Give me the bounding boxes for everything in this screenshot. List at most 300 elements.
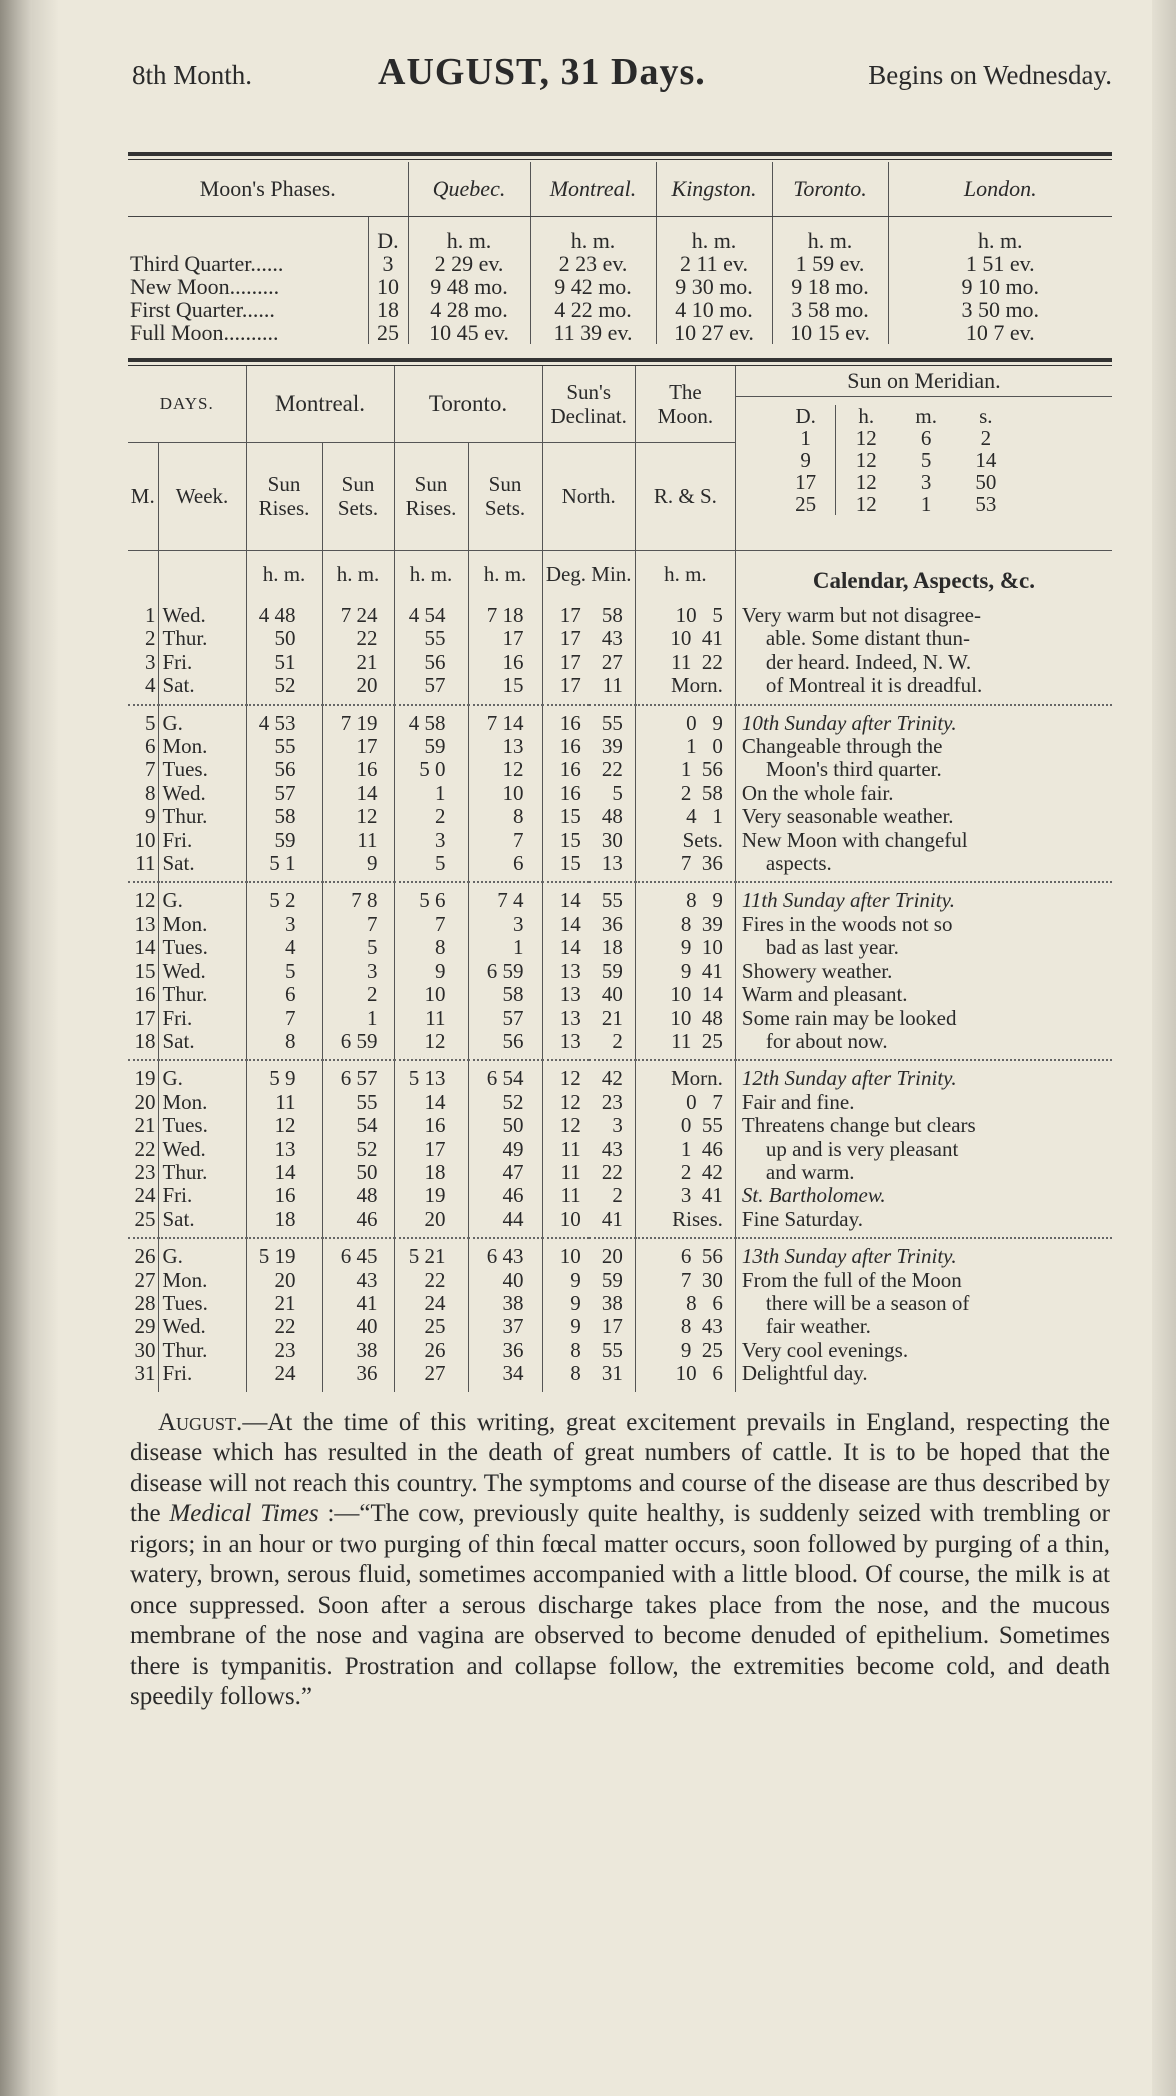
toronto-sunset: 52 [502,1089,524,1114]
day-of-month: 31 [134,1361,156,1386]
moon-rise-set-col [635,706,735,883]
calendar-note: On the whole fair. [741,780,894,805]
declination-deg: 10 [559,1206,581,1231]
hm-unit: h. m. [394,550,468,598]
toronto-sunset: 6 43 [486,1244,524,1269]
calendar-notes [735,706,1112,883]
montreal-sunrise: 5 1 [269,851,296,876]
calendar-note: 13th Sunday after Trinity. [741,1244,957,1269]
london-times: h. m. 1 51 ev. 9 10 mo. 3 50 mo. 10 7 ev. [888,217,1112,345]
montreal-sunset: 7 8 [351,888,378,913]
montreal-sunrise-col [246,706,322,883]
moon-rise-set: 10 5 [675,603,723,627]
page-edge [1152,0,1176,2096]
moon-rise-set: 1 56 [680,757,723,782]
page-gutter [32,0,58,2096]
toronto-sunrise-col [394,598,468,705]
quebec-times: h. m. 2 29 ev. 9 48 mo. 4 28 mo. 10 45 ev. [408,217,530,345]
declination-deg: 13 [559,958,581,983]
toronto-sunrise-col [394,1239,468,1391]
moon-rise-set-col [635,883,735,1060]
declination-min: 48 [601,804,623,829]
declination-min: 27 [601,649,623,674]
daily-table [128,366,1112,1392]
montreal-sunset: 14 [356,780,378,805]
declination-min: 2 [612,1183,623,1208]
moon-rise-set: 8 43 [680,1314,723,1339]
calendar-note: Fires in the woods not so [741,911,953,936]
day-of-week: G. [162,710,183,735]
montreal-sunset: 12 [356,804,378,829]
declination-deg: 9 [570,1290,581,1315]
almanac-page [128,40,1112,1713]
calendar-note: there will be a season of [765,1290,970,1315]
day-of-month-col [128,706,158,883]
toronto-sunrise: 5 [435,851,446,876]
declination-deg: 16 [559,780,581,805]
day-of-week: G. [162,888,183,913]
declination-min: 40 [601,982,623,1007]
declination-deg: 16 [559,710,581,735]
calendar-note: Showery weather. [741,958,893,983]
declination-min: 20 [601,1244,623,1269]
day-of-week: Thur. [162,626,208,651]
col-north: North. [542,442,635,550]
toronto-sunrise: 56 [424,649,446,674]
toronto-sunset: 38 [502,1290,524,1315]
moon-rise-set: 1 46 [680,1136,723,1161]
calendar-notes [735,883,1112,1060]
day-of-week: Tues. [162,757,208,782]
note-text-1: —At the time of this writing, great excitement prevails in England, respecting the disease which has resulted in the death of great numbers of cattle. It is to be hoped that the disease will not reach this country. The symptoms and course of the disease are thus described by the [130,1408,1110,1528]
montreal-sunset: 11 [357,827,378,852]
montreal-sunrise: 11 [275,1089,296,1114]
moon-rise-set-col [635,1061,735,1238]
day-of-month: 28 [134,1290,156,1315]
declination-deg: 12 [559,1089,581,1114]
toronto-sunrise: 2 [435,804,446,829]
toronto-sunset: 47 [502,1159,524,1184]
col-rs: R. & S. [635,442,735,550]
hm-unit: h. m. [635,550,735,598]
day-of-month: 16 [134,982,156,1007]
toronto-sunset: 57 [502,1005,524,1030]
double-rule [128,152,1112,160]
day-of-week: Wed. [162,603,206,627]
toronto-sunrise: 19 [424,1183,446,1208]
declination-min-col [589,706,636,883]
toronto-sunset: 6 59 [486,958,524,983]
declination-deg: 11 [560,1183,581,1208]
montreal-heading: Montreal. [246,366,394,442]
moon-rise-set-col [635,1239,735,1391]
week-row [128,1239,1112,1391]
note-lead: August. [158,1408,243,1436]
declination-deg: 16 [559,757,581,782]
calendar-note: Delightful day. [741,1361,868,1386]
toronto-sunset: 7 18 [486,603,524,627]
montreal-sunset: 21 [356,649,378,674]
calendar-note: fair weather. [765,1314,871,1339]
montreal-sunrise: 51 [274,649,296,674]
montreal-sunset: 2 [367,982,378,1007]
toronto-sunrise: 27 [424,1361,446,1386]
toronto-sunset: 13 [502,734,524,759]
day-of-week: Mon. [162,1267,208,1292]
calendar-notes [735,1061,1112,1238]
place-montreal: Montreal. [530,162,656,217]
toronto-sunrise: 17 [424,1136,446,1161]
montreal-sunrise: 12 [274,1113,296,1138]
montreal-rises: Sun Rises. [246,442,322,550]
toronto-sunset: 50 [502,1113,524,1138]
toronto-sunset: 40 [502,1267,524,1292]
toronto-sunset: 36 [502,1337,524,1362]
day-of-week: Fri. [162,827,193,852]
montreal-sunset: 3 [367,958,378,983]
page-header [128,40,1112,100]
toronto-sunrise: 20 [424,1206,446,1231]
montreal-sunset: 43 [356,1267,378,1292]
montreal-sunrise: 6 [285,982,296,1007]
toronto-sunset-col [468,598,542,705]
calendar-note: up and is very pleasant [765,1136,959,1161]
declination-deg: 9 [570,1314,581,1339]
toronto-sunset: 49 [502,1136,524,1161]
toronto-sunset-col [468,883,542,1060]
toronto-sunset: 6 [513,851,524,876]
declination-deg: 10 [559,1244,581,1269]
calendar-note: 12th Sunday after Trinity. [741,1066,957,1091]
declination-min: 43 [601,626,623,651]
toronto-sunrise: 12 [424,1028,446,1053]
toronto-sunrise: 55 [424,626,446,651]
day-of-week: Thur. [162,804,208,829]
montreal-sunset: 46 [356,1206,378,1231]
declination-min: 36 [601,911,623,936]
toronto-sunset: 12 [502,757,524,782]
declination-heading: Sun's Declinat. [542,366,635,442]
moon-rise-set: 0 55 [680,1113,723,1138]
moon-rise-set: 10 41 [670,626,723,651]
calendar-notes [735,1239,1112,1391]
day-of-month: 2 [145,626,156,651]
toronto-sunrise: 22 [424,1267,446,1292]
montreal-sunset-col [322,1061,394,1238]
day-of-week: Fri. [162,1005,193,1030]
toronto-sunrise-col [394,1061,468,1238]
book-spine [0,0,32,2096]
moon-rise-set: 7 36 [680,851,723,876]
calendar-heading: Calendar, Aspects, &c. [735,550,1112,598]
calendar-note: able. Some distant thun- [765,626,971,651]
montreal-sunrise-col [246,1239,322,1391]
day-of-month: 10 [134,827,156,852]
day-of-week: Tues. [162,1113,208,1138]
declination-min: 2 [612,1028,623,1053]
declination-deg: 13 [559,1028,581,1053]
note-text-2: :—“The cow, previously quite healthy, is suddenly seized with trembling or rigors; in an hour or two purging of thin fœcal matter occurs, soon followed by purging of a thin, watery, brown, serous fluid, sometimes accompanied with a little blood. Of course, the milk is at once suppressed. Soon after a serous discharge takes place from the nose, and the mucous membrane of the nose and vagina are observed to become denuded of epithelium. Sometimes there is tympanitis. Prostration and collapse follow, the extremities become cold, and death speedily follows.” [130,1500,1110,1711]
declination-deg: 17 [559,673,581,698]
declination-deg: 14 [559,911,581,936]
declination-min: 31 [601,1361,623,1386]
moon-rise-set: 8 9 [686,888,723,913]
montreal-sunset-col [322,1239,394,1391]
calendar-note: of Montreal it is dreadful. [765,673,983,698]
day-of-week: G. [162,1066,183,1091]
declination-deg-col [542,706,589,883]
montreal-sunset: 16 [356,757,378,782]
declination-deg-col [542,598,589,705]
day-of-month: 5 [145,710,156,735]
montreal-sunrise: 59 [274,827,296,852]
moon-rise-set: 2 58 [680,780,723,805]
montreal-sunrise-col [246,598,322,705]
toronto-sunrise: 5 21 [408,1244,446,1269]
montreal-sunrise-col [246,1061,322,1238]
degmin-unit: Deg. Min. [542,550,635,598]
day-of-week: Fri. [162,1183,193,1208]
moon-rise-set: 11 22 [671,649,723,674]
moon-rise-set: 10 6 [675,1361,723,1386]
montreal-sunset: 55 [356,1089,378,1114]
toronto-sunset: 15 [502,673,524,698]
moon-rise-set: 9 41 [680,958,723,983]
moon-rise-set: Sets. [682,827,723,852]
toronto-sunrise: 16 [424,1113,446,1138]
toronto-sunset: 6 54 [486,1066,524,1091]
montreal-sunset: 6 59 [340,1028,378,1053]
declination-min: 55 [601,888,623,913]
day-of-week: Sat. [162,673,195,698]
calendar-note: and warm. [765,1159,855,1184]
declination-deg: 17 [559,603,581,627]
place-london: London. [888,162,1112,217]
moon-heading: The Moon. [635,366,735,442]
declination-min: 39 [601,734,623,759]
montreal-sunset: 38 [356,1337,378,1362]
phase-names: Third Quarter...... New Moon......... First Quarter...... Full Moon.......... [130,251,284,345]
kingston-times: h. m. 2 11 ev. 9 30 mo. 4 10 mo. 10 27 ev. [656,217,772,345]
montreal-sunrise-col [246,883,322,1060]
moon-rise-set: 0 7 [686,1089,723,1114]
moon-rise-set: Rises. [672,1206,723,1231]
day-of-week: Sat. [162,851,195,876]
montreal-sunrise: 4 53 [258,710,296,735]
moon-rise-set: Morn. [670,673,723,698]
day-of-month: 20 [134,1089,156,1114]
calendar-note: Very seasonable weather. [741,804,954,829]
toronto-sunrise: 18 [424,1159,446,1184]
montreal-sunset: 1 [367,1005,378,1030]
declination-min: 17 [601,1314,623,1339]
declination-min: 5 [612,780,623,805]
toronto-sunrise: 14 [424,1089,446,1114]
calendar-note: 10th Sunday after Trinity. [741,710,957,735]
montreal-sunset-col [322,598,394,705]
declination-deg: 15 [559,804,581,829]
day-of-month: 8 [145,780,156,805]
moon-rise-set: Morn. [670,1066,723,1091]
day-of-month: 18 [134,1028,156,1053]
day-of-month: 27 [134,1267,156,1292]
month-title: AUGUST, 31 Days. [378,51,706,93]
montreal-sunset: 6 57 [340,1066,378,1091]
declination-deg: 11 [560,1136,581,1161]
montreal-sunset: 7 19 [340,710,378,735]
toronto-sunrise: 9 [435,958,446,983]
montreal-sunset: 20 [356,673,378,698]
week-blocks [128,598,1112,1392]
declination-deg: 11 [560,1159,581,1184]
calendar-notes [735,598,1112,705]
montreal-sunset: 7 [367,911,378,936]
montreal-sunrise: 55 [274,734,296,759]
montreal-sunrise: 20 [274,1267,296,1292]
toronto-sunset: 56 [502,1028,524,1053]
montreal-sunset-col [322,706,394,883]
declination-deg: 13 [559,1005,581,1030]
calendar-note: Fine Saturday. [741,1206,864,1231]
calendar-note: Changeable through the [741,734,943,759]
montreal-sunrise: 4 [285,935,296,960]
toronto-sunrise: 26 [424,1337,446,1362]
moon-rise-set: 11 25 [671,1028,723,1053]
moon-rise-set: 8 6 [686,1290,723,1315]
montreal-sunrise: 4 48 [258,603,296,627]
declination-min: 38 [601,1290,623,1315]
day-of-month: 30 [134,1337,156,1362]
montreal-sunrise: 3 [285,911,296,936]
declination-min: 22 [601,1159,623,1184]
hm-unit: h. m. [246,550,322,598]
toronto-sunset-col [468,1061,542,1238]
toronto-sunrise: 7 [435,911,446,936]
day-of-month: 6 [145,734,156,759]
calendar-note: St. Bartholomew. [741,1183,886,1208]
calendar-note: der heard. Indeed, N. W. [765,649,972,674]
montreal-sunrise: 57 [274,780,296,805]
toronto-rises: Sun Rises. [394,442,468,550]
montreal-sunset: 48 [356,1183,378,1208]
montreal-sunrise: 18 [274,1206,296,1231]
toronto-sunrise: 59 [424,734,446,759]
declination-min: 43 [601,1136,623,1161]
declination-min: 18 [601,935,623,960]
day-of-month: 13 [134,911,156,936]
toronto-sunset-col [468,706,542,883]
montreal-sets: Sun Sets. [322,442,394,550]
toronto-sunrise: 8 [435,935,446,960]
day-of-week-col [158,598,246,705]
toronto-sunset: 44 [502,1206,524,1231]
calendar-note: Some rain may be looked [741,1005,957,1030]
calendar-note: Very cool evenings. [741,1337,909,1362]
calendar-note: Very warm but not disagree- [741,603,981,627]
week-row [128,883,1112,1060]
note-source: Medical Times [169,1500,319,1528]
declination-min: 58 [601,603,623,627]
montreal-sunset: 9 [367,851,378,876]
moon-rise-set: 10 48 [670,1005,723,1030]
calendar-note: bad as last year. [765,935,899,960]
day-of-month: 4 [145,673,156,698]
montreal-sunset: 40 [356,1314,378,1339]
moon-rise-set: 10 14 [670,982,723,1007]
moon-rise-set: 0 9 [686,710,723,735]
declination-min: 55 [601,710,623,735]
toronto-sunrise: 11 [425,1005,446,1030]
declination-deg: 14 [559,888,581,913]
montreal-sunrise: 58 [274,804,296,829]
day-of-week: Mon. [162,734,208,759]
toronto-sunrise: 10 [424,982,446,1007]
day-of-week-col [158,1239,246,1391]
day-of-week: Thur. [162,982,208,1007]
declination-deg: 16 [559,734,581,759]
toronto-sunrise: 24 [424,1290,446,1315]
montreal-sunset: 17 [356,734,378,759]
declination-min: 3 [612,1113,623,1138]
montreal-sunrise: 14 [274,1159,296,1184]
declination-min: 41 [601,1206,623,1231]
toronto-sunset: 3 [513,911,524,936]
montreal-sunset: 41 [356,1290,378,1315]
day-of-month: 12 [134,888,156,913]
toronto-sunset: 10 [502,780,524,805]
place-quebec: Quebec. [408,162,530,217]
week-row [128,1061,1112,1238]
toronto-sunset: 17 [502,626,524,651]
declination-min: 42 [601,1066,623,1091]
week-row [128,706,1112,883]
begins-on: Begins on Wednesday. [868,60,1112,90]
double-rule [128,358,1112,366]
calendar-note: Warm and pleasant. [741,982,908,1007]
montreal-sunrise: 23 [274,1337,296,1362]
declination-deg: 15 [559,851,581,876]
declination-min: 21 [601,1005,623,1030]
montreal-sunset: 7 24 [340,603,378,627]
montreal-times: h. m. 2 23 ev. 9 42 mo. 4 22 mo. 11 39 ev. [530,217,656,345]
day-of-week: Sat. [162,1028,195,1053]
declination-deg: 12 [559,1066,581,1091]
day-of-week: Tues. [162,935,208,960]
day-of-month-col [128,1239,158,1391]
declination-deg: 8 [570,1361,581,1386]
declination-min-col [589,1239,636,1391]
declination-deg-col [542,883,589,1060]
montreal-sunset: 50 [356,1159,378,1184]
montreal-sunrise: 21 [274,1290,296,1315]
day-of-month: 7 [145,757,156,782]
toronto-sunset-col [468,1239,542,1391]
august-note [128,1408,1112,1713]
day-of-month: 15 [134,958,156,983]
day-of-week: Thur. [162,1337,208,1362]
day-of-week: Fri. [162,1361,193,1386]
col-week: Week. [158,442,246,550]
day-of-week: Sat. [162,1206,195,1231]
declination-min: 22 [601,757,623,782]
montreal-sunset: 6 45 [340,1244,378,1269]
montreal-sunrise: 50 [274,626,296,651]
meridian-table: D. h. m. s. 1 12 6 2 9 12 5 14 17 12 3 50 25 12 1 53 [795,404,997,516]
day-of-week-col [158,883,246,1060]
day-of-month: 11 [135,851,156,876]
declination-min: 59 [601,1267,623,1292]
moon-rise-set: 2 42 [680,1159,723,1184]
